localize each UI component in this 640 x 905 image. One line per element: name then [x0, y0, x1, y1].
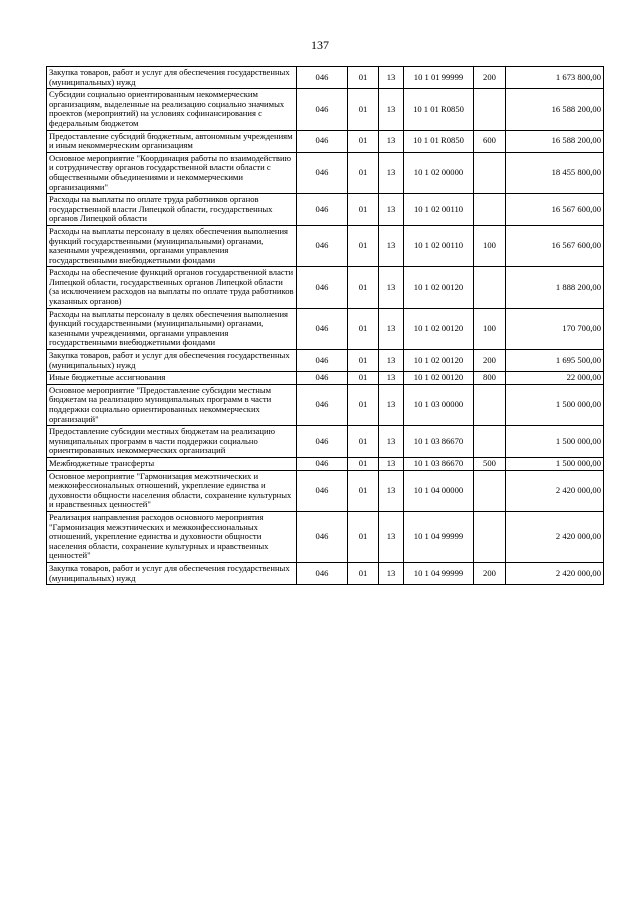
section-code-cell: 01 [348, 308, 379, 349]
target-item-code-cell: 10 1 02 00120 [404, 350, 474, 372]
expense-type-code-cell: 800 [474, 372, 506, 385]
expense-type-code-cell: 200 [474, 562, 506, 584]
expense-type-code-cell [474, 511, 506, 562]
amount-cell: 16 567 600,00 [506, 194, 604, 226]
amount-cell: 2 420 000,00 [506, 511, 604, 562]
expense-name-cell: Расходы на выплаты персоналу в целях обеспечения выполнения функций государственными (муниципальными) органами, казенными учреждениями, органами управления государственными внебюджетными фондами [47, 225, 297, 266]
expense-type-code-cell [474, 470, 506, 511]
expense-name-cell: Закупка товаров, работ и услуг для обеспечения государственных (муниципальных) нужд [47, 67, 297, 89]
budget-table-body [47, 67, 604, 585]
amount-cell: 2 420 000,00 [506, 470, 604, 511]
table-row [47, 457, 604, 470]
subsection-code-cell: 13 [379, 130, 404, 152]
amount-cell: 16 567 600,00 [506, 225, 604, 266]
amount-cell: 16 588 200,00 [506, 130, 604, 152]
target-item-code-cell: 10 1 03 00000 [404, 384, 474, 425]
target-item-code-cell: 10 1 04 99999 [404, 562, 474, 584]
subsection-code-cell: 13 [379, 308, 404, 349]
expense-name-cell: Межбюджетные трансферты [47, 457, 297, 470]
subsection-code-cell: 13 [379, 194, 404, 226]
section-code-cell: 01 [348, 350, 379, 372]
table-row [47, 267, 604, 308]
expense-name-cell: Предоставление субсидий бюджетным, автономным учреждениям и иным некоммерческим организациям [47, 130, 297, 152]
expense-name-cell: Основное мероприятие "Координация работы по взаимодействию и сотрудничеству органов государственной власти области с общественными объединениями и некоммерческими организациями" [47, 152, 297, 193]
table-row [47, 470, 604, 511]
expense-name-cell: Иные бюджетные ассигнования [47, 372, 297, 385]
subsection-code-cell: 13 [379, 426, 404, 458]
expense-name-cell: Основное мероприятие "Предоставление субсидии местным бюджетам на реализацию муниципальных программ в части поддержки социально ориентированных некоммерческих организаций" [47, 384, 297, 425]
amount-cell: 18 455 800,00 [506, 152, 604, 193]
amount-cell: 1 695 500,00 [506, 350, 604, 372]
department-code-cell: 046 [297, 384, 348, 425]
target-item-code-cell: 10 1 01 99999 [404, 67, 474, 89]
table-row [47, 89, 604, 130]
subsection-code-cell: 13 [379, 89, 404, 130]
department-code-cell: 046 [297, 308, 348, 349]
subsection-code-cell: 13 [379, 67, 404, 89]
target-item-code-cell: 10 1 04 99999 [404, 511, 474, 562]
subsection-code-cell: 13 [379, 372, 404, 385]
target-item-code-cell: 10 1 02 00000 [404, 152, 474, 193]
department-code-cell: 046 [297, 350, 348, 372]
department-code-cell: 046 [297, 426, 348, 458]
expense-type-code-cell: 200 [474, 67, 506, 89]
page-number: 137 [311, 38, 329, 52]
section-code-cell: 01 [348, 426, 379, 458]
section-code-cell: 01 [348, 225, 379, 266]
amount-cell: 1 500 000,00 [506, 457, 604, 470]
section-code-cell: 01 [348, 267, 379, 308]
expense-type-code-cell: 600 [474, 130, 506, 152]
expense-type-code-cell [474, 426, 506, 458]
department-code-cell: 046 [297, 562, 348, 584]
target-item-code-cell: 10 1 02 00110 [404, 194, 474, 226]
amount-cell: 16 588 200,00 [506, 89, 604, 130]
expense-name-cell: Расходы на выплаты по оплате труда работников органов государственной власти Липецкой области, государственных органов Липецкой области [47, 194, 297, 226]
target-item-code-cell: 10 1 01 R0850 [404, 130, 474, 152]
budget-table [46, 66, 604, 585]
table-row [47, 384, 604, 425]
expense-name-cell: Предоставление субсидии местных бюджетам на реализацию муниципальных программ в части поддержки социально ориентированных некоммерческих организаций [47, 426, 297, 458]
expense-name-cell: Реализация направления расходов основного мероприятия "Гармонизация межэтнических и межконфессиональных отношений, укрепление единства и духовности общности населения области, сохранение культурных и нравственных ценностей" [47, 511, 297, 562]
department-code-cell: 046 [297, 457, 348, 470]
table-row [47, 194, 604, 226]
table-row [47, 511, 604, 562]
amount-cell: 22 000,00 [506, 372, 604, 385]
expense-name-cell: Расходы на обеспечение функций органов государственной власти Липецкой области, государственных органов Липецкой области (за исключением расходов на выплаты по оплате труда работников указанных органов) [47, 267, 297, 308]
department-code-cell: 046 [297, 225, 348, 266]
department-code-cell: 046 [297, 152, 348, 193]
expense-name-cell: Субсидии социально ориентированным некоммерческим организациям, выделенные на реализацию социально значимых проектов (мероприятий) на условиях софинансирования с федеральным бюджетом [47, 89, 297, 130]
expense-type-code-cell: 500 [474, 457, 506, 470]
table-row [47, 350, 604, 372]
section-code-cell: 01 [348, 67, 379, 89]
section-code-cell: 01 [348, 384, 379, 425]
department-code-cell: 046 [297, 267, 348, 308]
department-code-cell: 046 [297, 67, 348, 89]
expense-type-code-cell: 100 [474, 225, 506, 266]
target-item-code-cell: 10 1 04 00000 [404, 470, 474, 511]
section-code-cell: 01 [348, 130, 379, 152]
section-code-cell: 01 [348, 470, 379, 511]
table-row [47, 67, 604, 89]
amount-cell: 170 700,00 [506, 308, 604, 349]
expense-name-cell: Закупка товаров, работ и услуг для обеспечения государственных (муниципальных) нужд [47, 350, 297, 372]
department-code-cell: 046 [297, 89, 348, 130]
amount-cell: 1 673 800,00 [506, 67, 604, 89]
target-item-code-cell: 10 1 03 86670 [404, 426, 474, 458]
subsection-code-cell: 13 [379, 225, 404, 266]
section-code-cell: 01 [348, 372, 379, 385]
subsection-code-cell: 13 [379, 384, 404, 425]
table-row [47, 152, 604, 193]
department-code-cell: 046 [297, 372, 348, 385]
target-item-code-cell: 10 1 02 00120 [404, 308, 474, 349]
target-item-code-cell: 10 1 02 00120 [404, 267, 474, 308]
subsection-code-cell: 13 [379, 267, 404, 308]
table-row [47, 426, 604, 458]
expense-type-code-cell [474, 89, 506, 130]
subsection-code-cell: 13 [379, 562, 404, 584]
subsection-code-cell: 13 [379, 457, 404, 470]
expense-type-code-cell: 200 [474, 350, 506, 372]
expense-type-code-cell [474, 267, 506, 308]
table-row [47, 308, 604, 349]
expense-name-cell: Расходы на выплаты персоналу в целях обеспечения выполнения функций государственными (муниципальными) органами, казенными учреждениями, органами управления государственными внебюджетными фондами [47, 308, 297, 349]
target-item-code-cell: 10 1 03 86670 [404, 457, 474, 470]
target-item-code-cell: 10 1 01 R0850 [404, 89, 474, 130]
amount-cell: 2 420 000,00 [506, 562, 604, 584]
expense-name-cell: Основное мероприятие "Гармонизация межэтнических и межконфессиональных отношений, укрепление единства и духовности общности населения области, сохранение культурных и нравственных ценностей" [47, 470, 297, 511]
table-row [47, 372, 604, 385]
section-code-cell: 01 [348, 511, 379, 562]
table-row [47, 562, 604, 584]
table-row [47, 130, 604, 152]
subsection-code-cell: 13 [379, 470, 404, 511]
department-code-cell: 046 [297, 470, 348, 511]
section-code-cell: 01 [348, 152, 379, 193]
section-code-cell: 01 [348, 194, 379, 226]
expense-type-code-cell: 100 [474, 308, 506, 349]
section-code-cell: 01 [348, 457, 379, 470]
expense-name-cell: Закупка товаров, работ и услуг для обеспечения государственных (муниципальных) нужд [47, 562, 297, 584]
section-code-cell: 01 [348, 562, 379, 584]
table-row [47, 225, 604, 266]
expense-type-code-cell [474, 384, 506, 425]
subsection-code-cell: 13 [379, 350, 404, 372]
amount-cell: 1 888 200,00 [506, 267, 604, 308]
subsection-code-cell: 13 [379, 511, 404, 562]
target-item-code-cell: 10 1 02 00110 [404, 225, 474, 266]
department-code-cell: 046 [297, 194, 348, 226]
target-item-code-cell: 10 1 02 00120 [404, 372, 474, 385]
expense-type-code-cell [474, 194, 506, 226]
department-code-cell: 046 [297, 130, 348, 152]
department-code-cell: 046 [297, 511, 348, 562]
amount-cell: 1 500 000,00 [506, 384, 604, 425]
subsection-code-cell: 13 [379, 152, 404, 193]
section-code-cell: 01 [348, 89, 379, 130]
amount-cell: 1 500 000,00 [506, 426, 604, 458]
expense-type-code-cell [474, 152, 506, 193]
